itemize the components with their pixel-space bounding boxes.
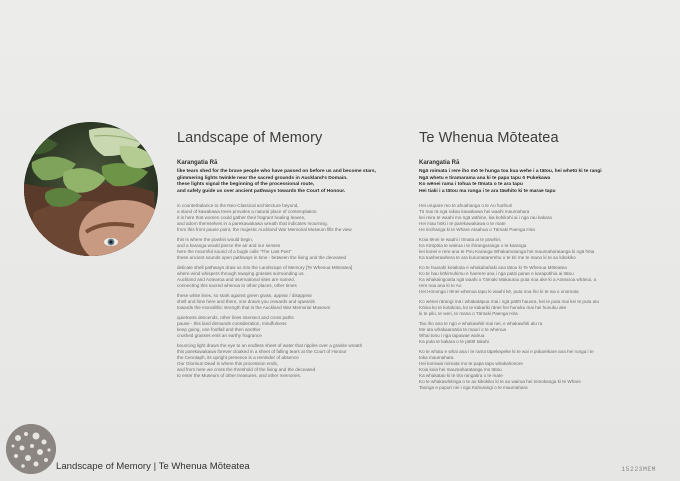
poem-line: Taonga e pupuri nei i nga Kahurangi o te maumahara: [419, 385, 528, 391]
english-stanza: [177, 237, 385, 261]
poem-line: Our Glorious Dead is where this procession ends,: [177, 361, 279, 367]
poem-line: it is here that women could gather their fragrant healing leaves,: [177, 215, 306, 221]
poem-line: Ka tuwherawhera te ara kurumatarerehu o te tiri me te mano ki te ao kikokiko: [419, 255, 576, 261]
maori-intro: [419, 169, 627, 195]
poem-line: Ka whakatau ki te tira rangatira o te mate: [419, 373, 503, 379]
english-stanza: [177, 315, 385, 339]
intro-line: Hei tiaki i a tātou ma runga i te ara tāwhito ki te marae tapu: [419, 188, 556, 194]
portrait-photo: [24, 122, 158, 256]
intro-line: Ngā roimata i rere iho mō te hunga toa kua wehe i a tātou, hei whetū ki te rangi: [419, 169, 602, 174]
poem-line: Hei mau hōki i te parekawakawa o te mate: [419, 221, 506, 227]
maori-title: Te Whenua Mōteatea: [419, 130, 559, 146]
poem-line: Ka puta te kakara o te pātītī takahi: [419, 339, 489, 345]
poem-line: quietness descends, other lines intersect and cross paths: [177, 315, 294, 321]
poem-line: rere noa ana ki te Ao: [419, 283, 462, 289]
poem-line: these white lines, so stark against green grass, appear / disappear: [177, 293, 313, 299]
poem-line: shell and lime here and there, one draws you onwards and upwards: [177, 299, 315, 305]
english-stanza: [177, 203, 385, 233]
poem-line: towards the monolithic strength that is the Auckland War Memorial Museum: [177, 305, 331, 311]
english-title: Landscape of Memory: [177, 130, 323, 146]
poem-line: Koia koia hei maumaharatanga mo tātou: [419, 367, 502, 373]
poem-line: delicate shell pathways draw us into the Landscape of Memory [Te Whenua Mōteatea]: [177, 265, 353, 271]
poem-line: crushed grasses emit an earthy fragrance: [177, 333, 262, 339]
english-intro: [177, 169, 385, 195]
intro-line: these lights signal the beginning of the processional route,: [177, 182, 315, 188]
girl-with-leaf-wreath-image: [24, 122, 158, 256]
english-column: [177, 130, 385, 383]
poem-line: this is where the powhiri would begin,: [177, 237, 254, 243]
poem-line: Ka rūrūpōia te wairua i te ihirangaranga o te karanga: [419, 243, 527, 249]
poem-line: a stand of kawakawa trees provides a natural place of contemplation.: [177, 209, 318, 215]
poem-line: connecting this sacred whenua to other places, other times: [177, 283, 297, 289]
maori-stanza: [419, 203, 627, 233]
memorial-logo: [6, 424, 56, 474]
poem-line: in counterbalance to the Neo-Classical architecture beyond,: [177, 203, 299, 209]
intro-line: and safely guide us over ancient pathways towards the Court of Honour.: [177, 188, 346, 194]
poem-line: Hei urupare mo te ahuahanga o te Ao hurihuri: [419, 203, 513, 209]
poem-line: where wind whispers through swaying grasses surrounding us.: [177, 271, 305, 277]
poem-line: Ko te huarahi kotakota e whakahahaki ana tātou ki Te Whenua Mōteatea: [419, 265, 567, 271]
maori-stanza: [419, 321, 627, 345]
poem-line: here the mournful sound of a bugle calls “The Last Post”: [177, 249, 292, 255]
poem-line: Tau iho ana te ngū e whakawhiti mai nei, e whakawhiti atu ra: [419, 321, 543, 327]
english-attribution: Karangatia Rā: [177, 160, 218, 166]
poem-line: kei konei e rere ana te Pou Karanga Whakamutunga hei maumaharatanga ki ngā hōia: [419, 249, 595, 255]
footer-title: Landscape of Memory | Te Whenua Mōteatea: [56, 461, 250, 472]
maori-stanza: [419, 299, 627, 317]
poem-line: Whai tonu i nga tapuwae wairua: [419, 333, 485, 339]
poem-line: and a karanga would pierce the air and our senses: [177, 243, 281, 249]
poem-line: pause - this land demands consideration, mindfulness: [177, 321, 287, 327]
poem-line: Ko wēnei rārangi mā i whakatāpua mai i ngā pātītī hauora, kei te puta mai kei te puta atu: [419, 299, 600, 305]
poem-line: Ko te whatu e whai ana i te rama tāpekepeke ki te wai e pūkarekare ana hei runga i te: [419, 349, 594, 355]
poem-line: Hei Hononga i tēnei whenua tapu ki waahi kē, puta noa iho ki te wa o onamata: [419, 289, 579, 295]
poem-line: Auckland and Aotearoa and international sites are named,: [177, 277, 295, 283]
poem-line: ki te piki, te weri, te mana o Tāmaki Paenga Hira: [419, 311, 518, 317]
poem-line: Tū mai rā ngā rakau kawakawa hei waahi maumahara: [419, 209, 530, 215]
poem-line: these ancient sounds open pathways in time - between the living and the deceased: [177, 255, 347, 261]
intro-line: glimmering lights twinkle near the sacred grounds in Auckland’s Domain.: [177, 175, 348, 181]
poem-line: this parekawakawa forever cloaked in a sheet of falling tears at the Court of Honour: [177, 349, 347, 355]
english-stanza: [177, 265, 385, 289]
poem-line: Kōina ko te kotakota, ko te kakariki rānei hei hunuku mai hei hunuku ake: [419, 305, 567, 311]
poem-line: Ka whakaingoatia ngā waahi o Tāmaki Makaurau puta noa ake ki a Aotearoa whānui, a: [419, 277, 597, 283]
english-stanza: [177, 343, 385, 379]
poem-line: toka maumahara: [419, 355, 454, 361]
intro-line: like tears shed for the brave people who have passed on before us and become stars,: [177, 169, 376, 174]
poem-line: Me ata whakaaroāria te mauri o te whenua: [419, 327, 507, 333]
maori-column: [419, 130, 627, 395]
poem-line: Ko te hau kōhimuhimu e haerere ana i nga patiti parae e karapotihia ai tātou: [419, 271, 574, 277]
poem-line: to enter the Museum of other treasures, and other memories.: [177, 373, 302, 379]
intro-line: Ko wēnei rama i tohua te tīmata o te ara tapu: [419, 182, 523, 188]
maori-stanza: [419, 349, 627, 391]
poem-line: Koia tēnei te waahi i tīmata ai te pōwhiri,: [419, 237, 502, 243]
reference-code: 15223MEM: [621, 466, 656, 473]
poem-line: from this front pause point, the majestic Auckland War Memorial Museum fills the view: [177, 227, 352, 233]
maori-stanza: [419, 237, 627, 261]
maori-stanza: [419, 265, 627, 295]
poem-line: kei reira te waahi mo ngā wāhine, kia kohikohi ai i nga rau kakara: [419, 215, 552, 221]
poem-line: and from here we cross the threshold of the living and the deceased: [177, 367, 316, 373]
poem-line: Ko te whakawhitinga o te ao kikokiko ki te ao wairua hei tomokanga ki te Whare: [419, 379, 581, 385]
poem-line: He tirohanga ki te Whare Ataahua o Tāmaki Paenga Hira: [419, 227, 535, 233]
english-stanza: [177, 293, 385, 311]
poem-line: Hei korowai roimata mo te papa tapu whakahonore: [419, 361, 523, 367]
maori-attribution: Karangatia Rā: [419, 160, 460, 166]
poem-line: keep going, one footfall and then another: [177, 327, 261, 333]
poem-line: the Cenotaph, its upright presence is a reminder of absence: [177, 355, 299, 361]
poem-line: bouncing light draws the eye to an endless sheet of water that ripples over a granite wreath: [177, 343, 363, 349]
poem-line: and adorn themselves in a parekawakawa wreath that indicates mourning.: [177, 221, 328, 227]
speckled-stone-icon: [6, 424, 56, 474]
intro-line: Ngā whetu e tiramarama ana ki te papa tapu ō Pukekawa: [419, 175, 551, 181]
